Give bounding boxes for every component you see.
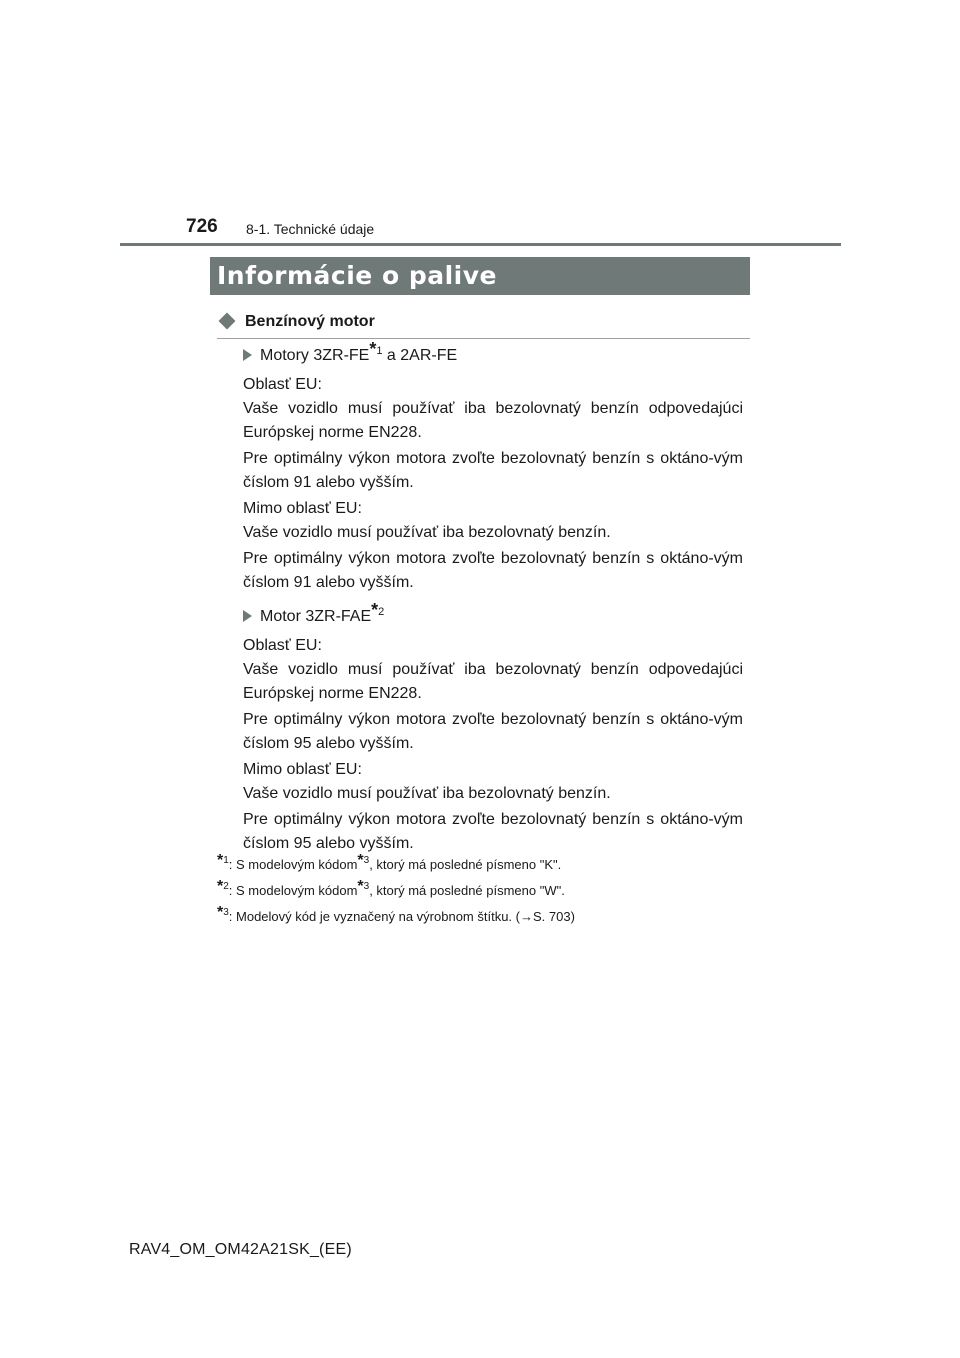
footnote-ref-star: *	[357, 878, 364, 895]
footnote-2	[217, 878, 777, 898]
engine-a-non-eu-octane: Pre optimálny výkon motora zvoľte bezolovnatý benzín s oktáno-vým číslom 91 alebo vyšším.	[243, 550, 743, 591]
subheading	[217, 313, 750, 339]
footnote-page-ref[interactable]: S. 703)	[532, 909, 575, 924]
footnote-3	[217, 904, 777, 924]
footnote-star: *	[217, 904, 224, 921]
engine-b-eu-text: Vaše vozidlo musí používať iba bezolovnatý benzín odpovedajúci Európskej norme EN228.	[243, 661, 743, 702]
footnote-text: : Modelový kód je vyznačený na výrobnom štítku. (	[228, 909, 520, 924]
header-rule	[120, 243, 841, 246]
page-number: 726	[186, 216, 218, 237]
engine-a-non-eu-text: Vaše vozidlo musí používať iba bezolovnatý benzín.	[243, 524, 611, 541]
engine-a-label-text: Motory 3ZR-FE	[260, 347, 370, 364]
footnote-text-post: , ktorý má posledné písmeno "K".	[369, 857, 562, 872]
footnote-sup: 2	[378, 606, 385, 618]
engine-a-eu-region: Oblasť EU:	[243, 376, 322, 393]
footnote-text: : S modelovým kódom	[228, 883, 358, 898]
footnote-sup: 2	[223, 881, 229, 892]
footnote-1	[217, 852, 777, 872]
engine-b-non-eu-text: Vaše vozidlo musí používať iba bezolovnatý benzín.	[243, 785, 611, 802]
footnote-ref-star: *	[357, 852, 364, 869]
engine-a-label-post: a 2AR-FE	[382, 347, 458, 364]
section-reference: 8-1. Technické údaje	[246, 221, 375, 237]
footnote-text-post: , ktorý má posledné písmeno "W".	[369, 883, 565, 898]
footnote-ref-sup: 3	[363, 855, 370, 866]
footnote-sup: 1	[376, 345, 383, 357]
engine-b-non-eu-octane: Pre optimálny výkon motora zvoľte bezolovnatý benzín s oktáno-vým číslom 95 alebo vyšším.	[243, 811, 743, 852]
footnote-sup: 1	[223, 855, 229, 866]
engine-b-eu-octane: Pre optimálny výkon motora zvoľte bezolovnatý benzín s oktáno-vým číslom 95 alebo vyšším.	[243, 711, 743, 752]
engine-b-label	[243, 600, 743, 629]
section-title: Informácie o palive	[217, 261, 497, 290]
engine-a-non-eu-region: Mimo oblasť EU:	[243, 500, 362, 517]
diamond-icon	[219, 313, 236, 330]
footnote-text: : S modelovým kódom	[228, 857, 358, 872]
footnote-sup: 3	[223, 907, 229, 918]
engine-b-non-eu-region: Mimo oblasť EU:	[243, 761, 362, 778]
engine-b-eu-region: Oblasť EU:	[243, 637, 322, 654]
footnote-star: *	[217, 852, 224, 869]
arrow-right-icon: →	[519, 909, 533, 924]
footnote-star: *	[371, 600, 379, 620]
document-id: RAV4_OM_OM42A21SK_(EE)	[129, 1241, 352, 1258]
footnote-star: *	[217, 878, 224, 895]
footnote-ref-sup: 3	[363, 881, 370, 892]
engine-b-label-text: Motor 3ZR-FAE	[260, 608, 372, 625]
section-title-bar	[210, 257, 750, 295]
engine-a-label	[243, 339, 743, 368]
triangle-icon	[243, 349, 252, 361]
engine-a-eu-octane: Pre optimálny výkon motora zvoľte bezolovnatý benzín s oktáno-vým číslom 91 alebo vyšším.	[243, 450, 743, 491]
footnote-star: *	[369, 339, 377, 359]
subheading-text: Benzínový motor	[245, 313, 375, 330]
triangle-icon	[243, 610, 252, 622]
engine-a-eu-text: Vaše vozidlo musí používať iba bezolovnatý benzín odpovedajúci Európskej norme EN228.	[243, 400, 743, 441]
